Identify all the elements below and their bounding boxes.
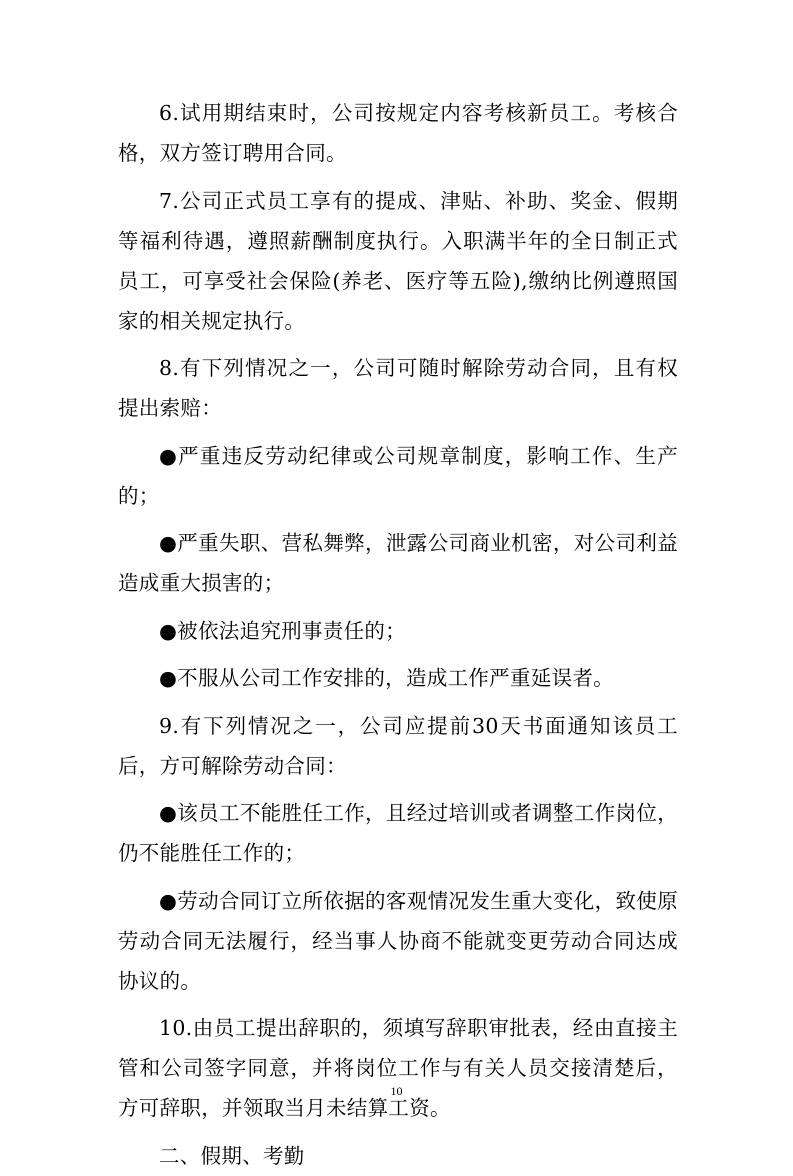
paragraph-probation-assessment: 6.试用期结束时，公司按规定内容考核新员工。考核合格，双方签订聘用合同。 [118,101,678,165]
list-item-incompetence: ●该员工不能胜任工作，且经过培训或者调整工作岗位，仍不能胜任工作的； [118,801,678,865]
paragraph-resignation: 10.由员工提出辞职的，须填写辞职审批表，经由直接主管和公司签字同意，并将岗位工作与有关人员交接清楚后，方可辞职，并领取当月未结算工资。 [118,1016,678,1120]
list-item-changed-circumstances: ●劳动合同订立所依据的客观情况发生重大变化，致使原劳动合同无法履行，经当事人协商不能就变更劳动合同达成协议的。 [118,888,678,993]
list-item-criminal-liability: ●被依法追究刑事责任的； [159,618,406,643]
paragraph-immediate-termination: 8.有下列情况之一，公司可随时解除劳动合同，且有权提出索赔： [118,356,678,420]
document-body [118,93,678,1176]
list-item-insubordination: ●不服从公司工作安排的，造成工作严重延误者。 [159,666,614,690]
paragraph-employee-benefits: 7.公司正式员工享有的提成、津贴、补助、奖金、假期等福利待遇，遵照薪酬制度执行。入职满半年的全日制正式员工，可享受社会保险(养老、医疗等五险),缴纳比例遵照国家的相关规定执行。 [118,188,678,333]
list-item-dereliction-of-duty: ●严重失职、营私舞弊，泄露公司商业机密，对公司利益造成重大损害的； [118,531,678,595]
paragraph-notice-termination: 9.有下列情况之一，公司应提前30天书面通知该员工后，方可解除劳动合同： [118,713,678,778]
section-heading-leave-attendance: 二、假期、考勤 [159,1143,305,1168]
page-number: 10 [390,1084,403,1098]
list-item-serious-violation: ●严重违反劳动纪律或公司规章制度，影响工作、生产的； [118,443,678,508]
